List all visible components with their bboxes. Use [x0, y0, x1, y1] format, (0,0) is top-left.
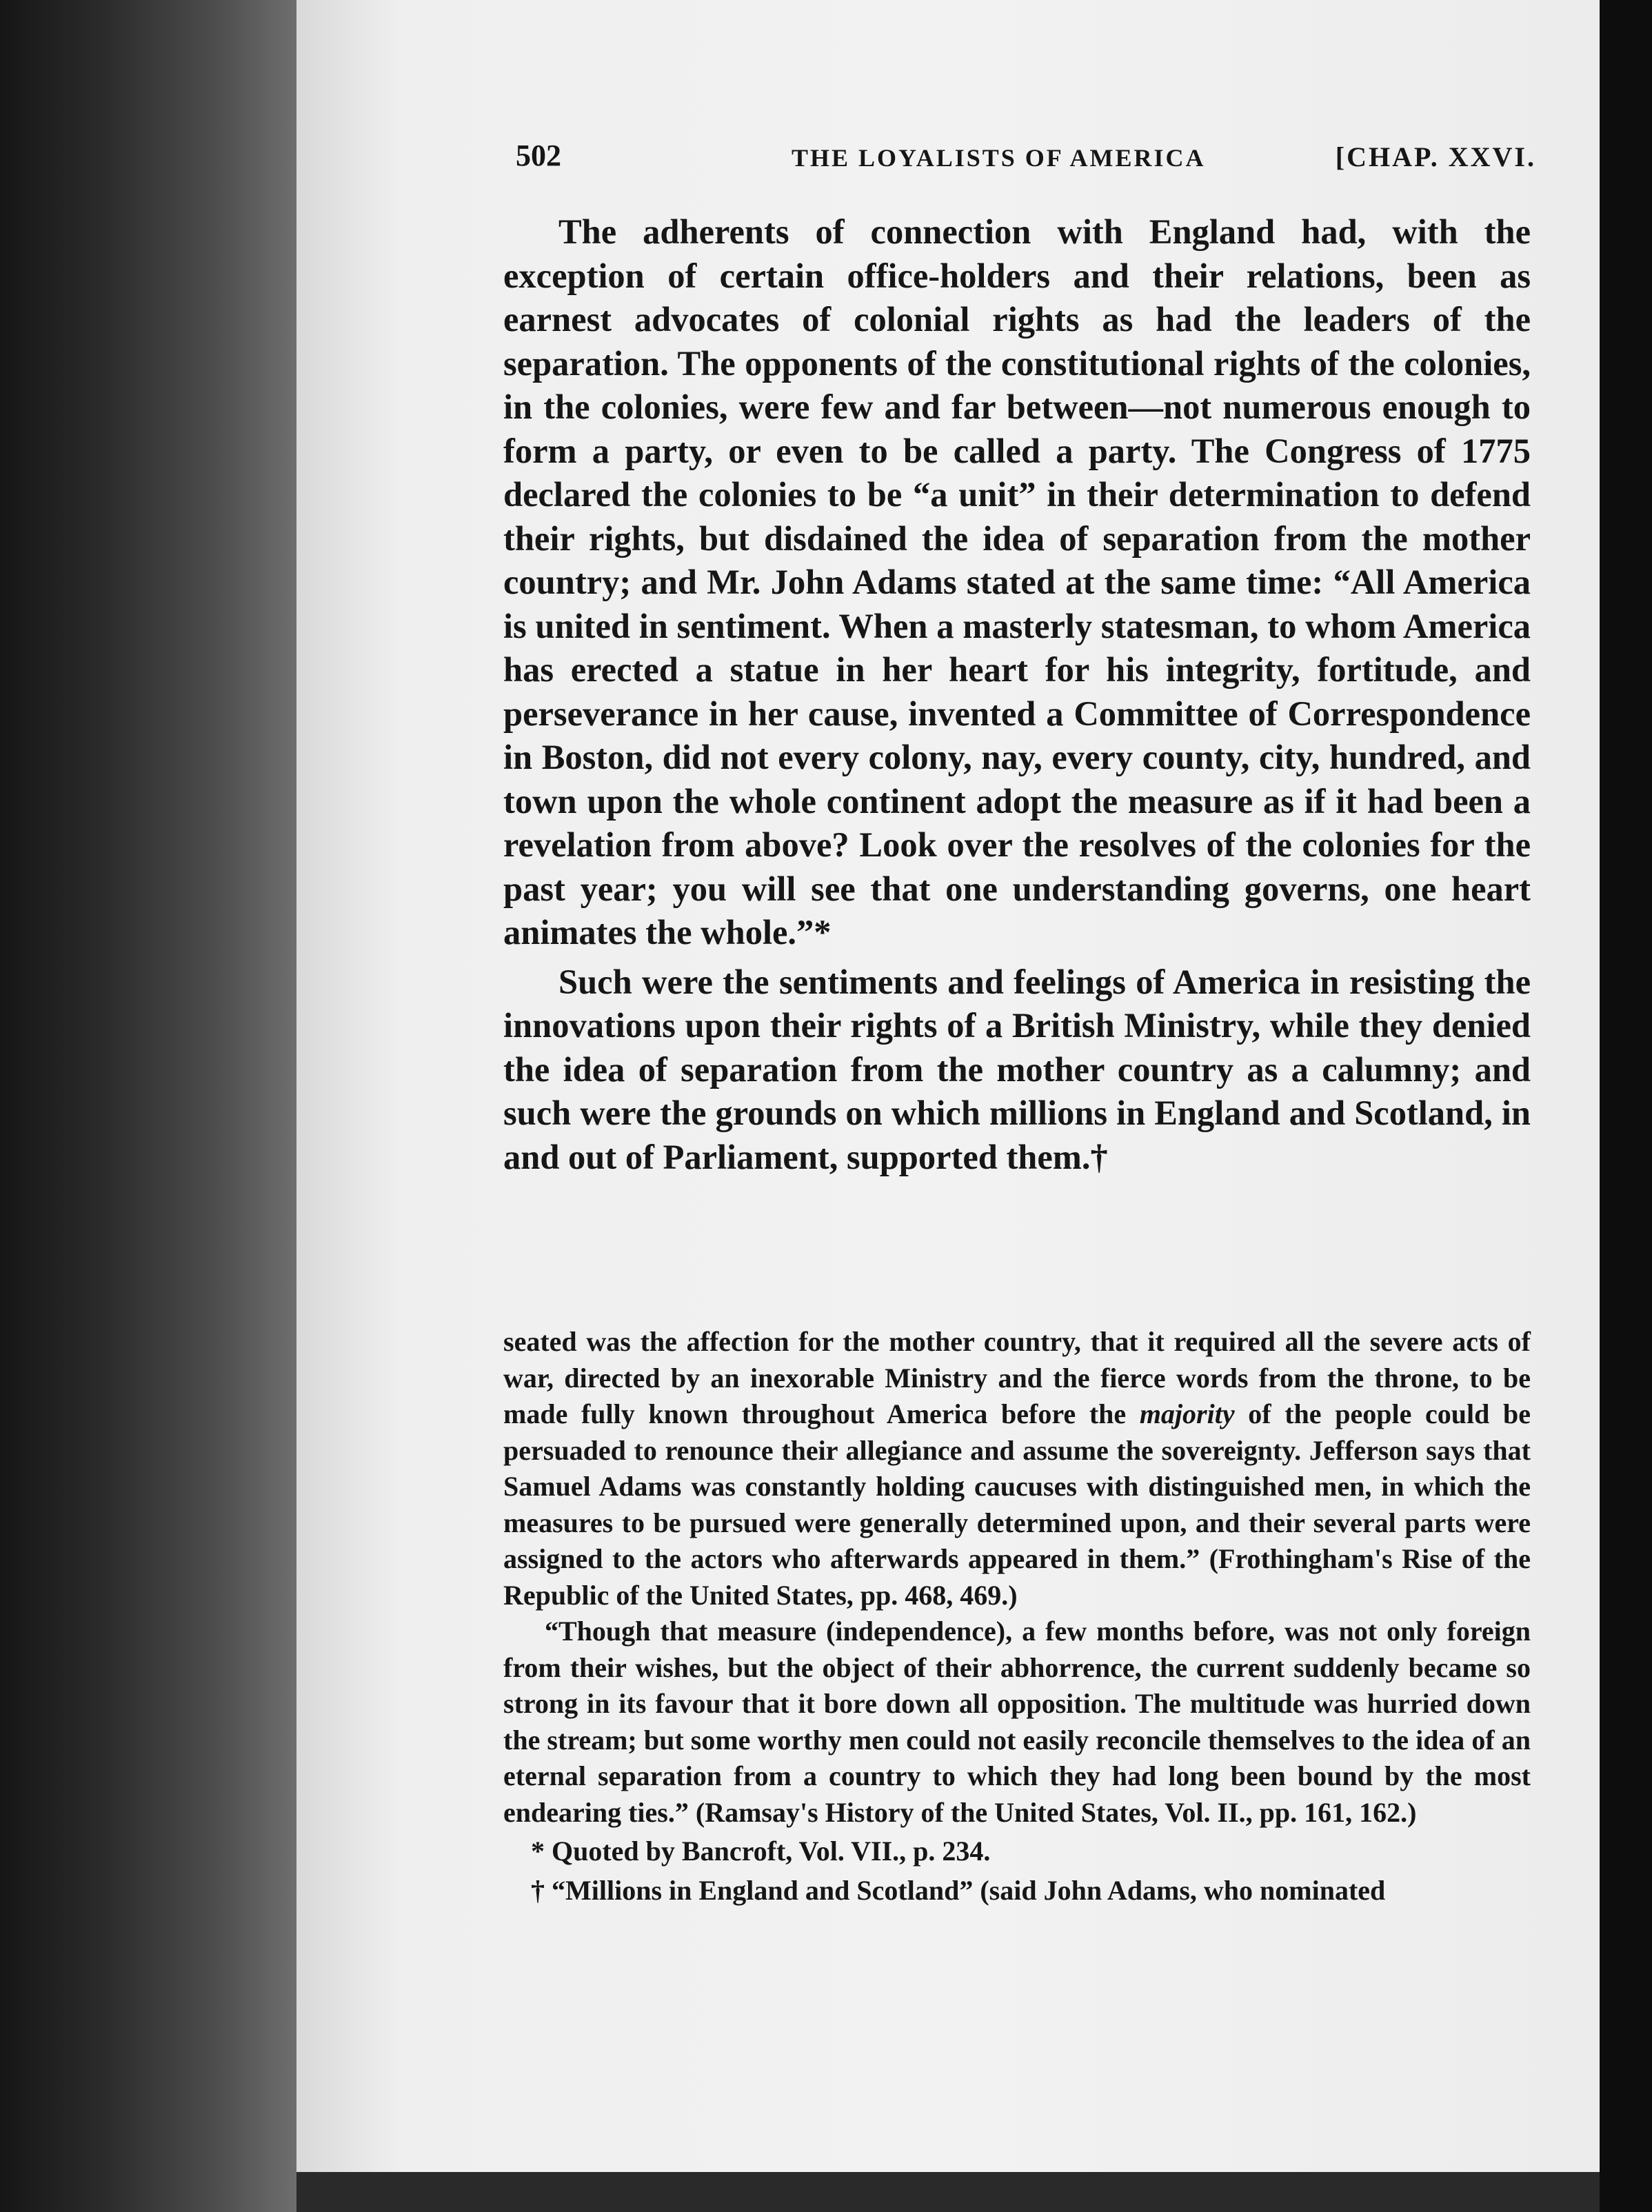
book-page [296, 0, 1600, 2172]
running-title: THE LOYALISTS OF AMERICA [792, 144, 1206, 172]
footnote-continuation-1-b: of the people could be persuaded to renounce their allegiance and assume the sovereignty. Jefferson says that Samuel Adams was constantly holding caucuses with distinguished men, in which the measures to be pursued were generally determined upon, and their several parts were assigned to the actors who afterwards appeared in them.” (Frothingham's Rise of the Republic of the United States, pp. 468, 469.) [503, 1398, 1531, 1611]
footnote-continuation-1 [503, 1324, 1531, 1613]
footnotes [503, 1324, 1531, 1909]
body-paragraph-2: Such were the sentiments and feelings of America in resisting the innovations upon their rights of a British Ministry, while they denied the idea of separation from the mother country as a calumny; and such were the grounds on which millions in England and Scotland, in and out of Parliament, supported them.† [503, 962, 1531, 1176]
body-paragraph-1: The adherents of connection with England had, with the exception of certain office-holders and their relations, been as earnest advocates of colonial rights as had the leaders of the separation. The opponents of the constitutional rights of the colonies, in the colonies, were few and far between—not numerous enough to form a party, or even to be called a party. The Congress of 1775 declared the colonies to be “a unit” in their determination to defend their rights, but disdained the idea of separation from the mother country; and Mr. John Adams stated at the same time: “All America is united in sentiment. When a masterly statesman, to whom America has erected a statue in her heart for his integrity, fortitude, and perseverance in her cause, invented a Committee of Correspondence in Boston, did not every colony, nay, every county, city, hundred, and town upon the whole continent adopt the measure as if it had been a revelation from above? Look over the resolves of the colonies for the past year; you will see that one understanding governs, one heart animates the whole.”* [503, 212, 1531, 952]
footnote-star: * Quoted by Bancroft, Vol. VII., p. 234. [531, 1836, 991, 1867]
chapter-reference: [CHAP. XXVI. [1335, 141, 1536, 172]
page-bottom-edge-shadow [296, 2172, 1600, 2212]
footnote-continuation-2: “Though that measure (independence), a few months before, was not only foreign from their wishes, but the object of their abhorrence, the current suddenly became so strong in its favour that it bore down all opposition. The multitude was hurried down the stream; but some worthy men could not easily reconcile themselves to the idea of an eternal separation from a country to which they had long been bound by the most endearing ties.” (Ramsay's History of the United States, Vol. II., pp. 161, 162.) [503, 1616, 1531, 1828]
running-header [516, 138, 1536, 186]
page-right-edge-shadow [1600, 0, 1652, 2212]
body-text [503, 210, 1531, 1179]
page-number: 502 [516, 139, 561, 172]
book-spine-shadow [0, 0, 296, 2212]
footnote-italic-majority: majority [1139, 1398, 1235, 1429]
footnote-continuation-1-a: seated was the affection for the mother country, that it required all the severe acts of war, directed by an inexorable Ministry and the fierce words from the throne, to be made fully known throughout America before the [503, 1326, 1531, 1429]
footnote-dagger: † “Millions in England and Scotland” (said John Adams, who nominated [531, 1874, 1386, 1906]
